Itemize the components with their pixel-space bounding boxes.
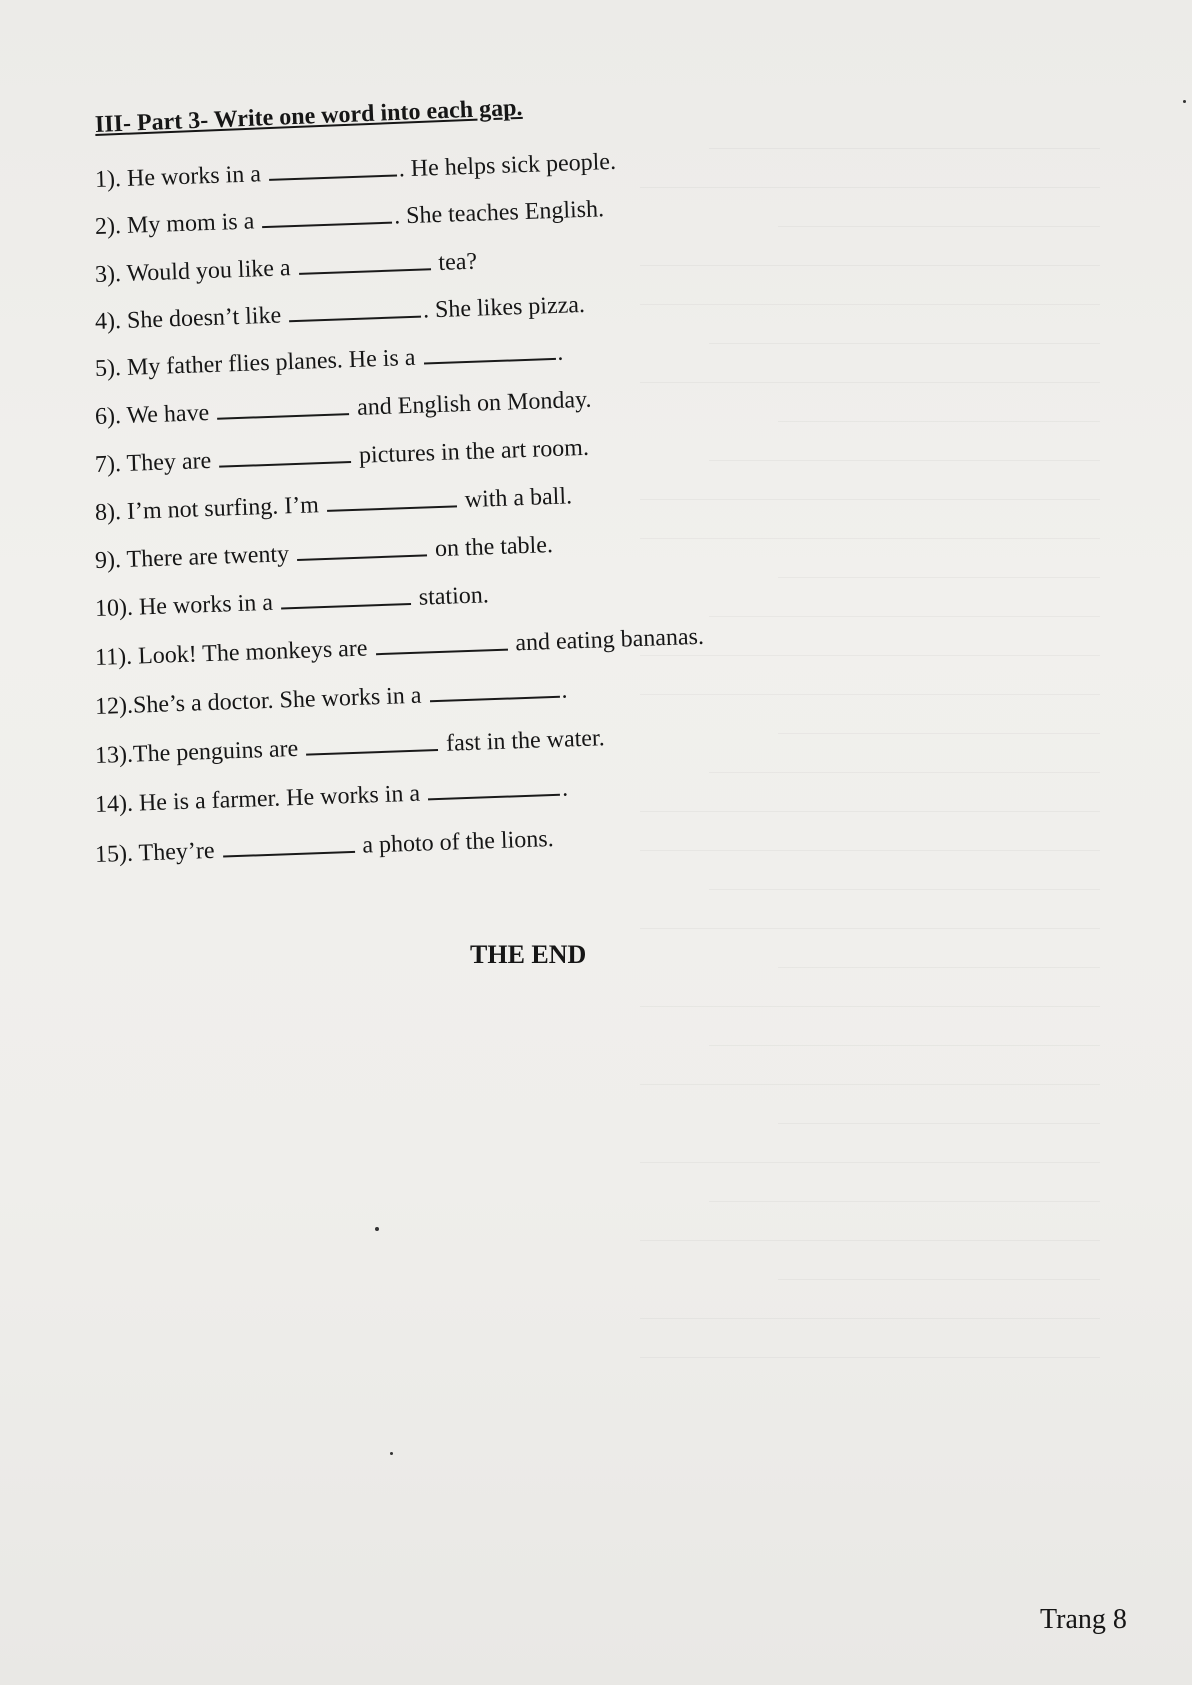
question-11: 11). Look! The monkeys are and eating bananas.	[94, 623, 705, 671]
answer-gap[interactable]	[306, 729, 439, 756]
speck	[1183, 100, 1186, 103]
answer-gap[interactable]	[280, 583, 411, 610]
question-6: 6). We have and English on Monday.	[94, 386, 592, 430]
answer-gap[interactable]	[423, 338, 556, 365]
answer-gap[interactable]	[428, 774, 561, 801]
answer-gap[interactable]	[222, 831, 355, 858]
question-14: 14). He is a farmer. He works in a .	[94, 775, 569, 818]
answer-gap[interactable]	[262, 202, 393, 229]
answer-gap[interactable]	[289, 296, 422, 323]
speck	[375, 1227, 379, 1231]
answer-gap[interactable]	[298, 248, 431, 275]
question-5: 5). My father flies planes. He is a .	[94, 339, 564, 382]
question-13: 13).The penguins are fast in the water.	[94, 725, 606, 769]
speck	[390, 1452, 393, 1455]
answer-gap[interactable]	[268, 154, 397, 180]
section-heading: III- Part 3- Write one word into each gap.	[94, 94, 523, 138]
question-10: 10). He works in a station.	[94, 582, 490, 622]
question-7: 7). They are pictures in the art room.	[94, 434, 590, 478]
question-8: 8). I’m not surfing. I’m with a ball.	[94, 483, 573, 526]
end-marker: THE END	[470, 940, 587, 969]
answer-gap[interactable]	[219, 441, 352, 468]
answer-gap[interactable]	[429, 676, 560, 703]
question-4: 4). She doesn’t like . She likes pizza.	[94, 291, 586, 335]
question-9: 9). There are twenty on the table.	[94, 532, 554, 574]
question-12: 12).She’s a doctor. She works in a .	[94, 677, 568, 720]
question-1: 1). He works in a . He helps sick people.	[94, 148, 617, 193]
answer-gap[interactable]	[375, 629, 508, 656]
answer-gap[interactable]	[217, 393, 350, 420]
answer-gap[interactable]	[326, 485, 457, 512]
answer-gap[interactable]	[297, 534, 428, 561]
question-2: 2). My mom is a . She teaches English.	[94, 196, 605, 240]
question-15: 15). They’re a photo of the lions.	[94, 825, 555, 868]
question-3: 3). Would you like a tea?	[94, 248, 478, 288]
page-number: Trang 8	[1040, 1604, 1127, 1635]
